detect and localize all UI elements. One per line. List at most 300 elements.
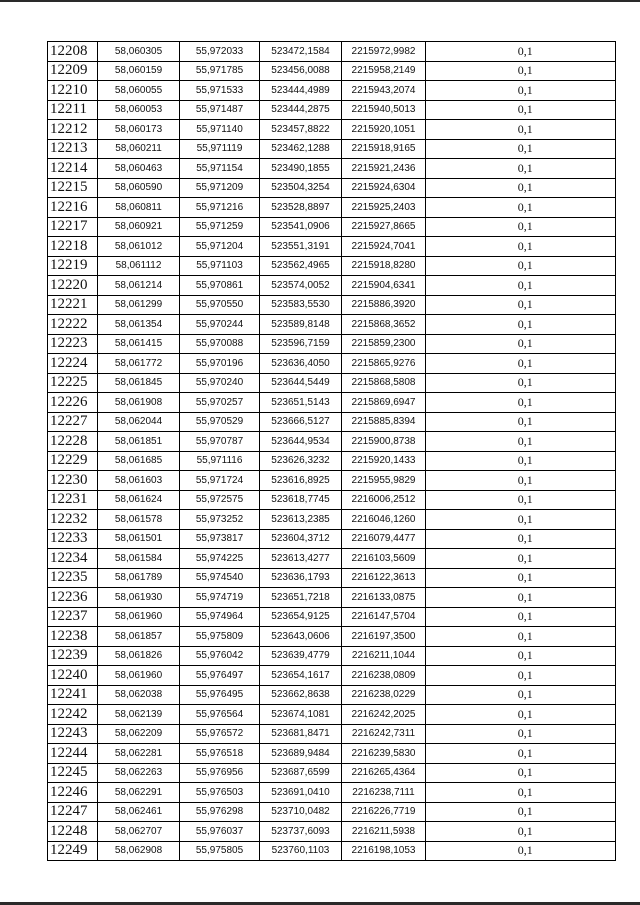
table-row bbox=[48, 139, 616, 159]
accuracy-cell: 0,1 bbox=[436, 646, 616, 666]
table-row bbox=[48, 627, 616, 647]
point-number-cell: 12213 bbox=[48, 139, 98, 159]
table-row bbox=[48, 61, 616, 81]
table-row bbox=[48, 568, 616, 588]
point-number-cell: 12214 bbox=[48, 159, 98, 179]
longitude-cell: 55,973252 bbox=[180, 510, 260, 530]
y-coordinate-cell: 2216238,7111 bbox=[342, 783, 426, 803]
blank-cell bbox=[426, 373, 436, 393]
accuracy-cell: 0,1 bbox=[436, 588, 616, 608]
longitude-cell: 55,971209 bbox=[180, 178, 260, 198]
blank-cell bbox=[426, 432, 436, 452]
latitude-cell: 58,062139 bbox=[98, 705, 180, 725]
table-row bbox=[48, 178, 616, 198]
latitude-cell: 58,060053 bbox=[98, 100, 180, 120]
table-row bbox=[48, 783, 616, 803]
accuracy-cell: 0,1 bbox=[436, 295, 616, 315]
y-coordinate-cell: 2216006,2512 bbox=[342, 490, 426, 510]
accuracy-cell: 0,1 bbox=[436, 607, 616, 627]
x-coordinate-cell: 523504,3254 bbox=[260, 178, 342, 198]
accuracy-cell: 0,1 bbox=[436, 139, 616, 159]
accuracy-cell: 0,1 bbox=[436, 159, 616, 179]
point-number-cell: 12239 bbox=[48, 646, 98, 666]
blank-cell bbox=[426, 178, 436, 198]
y-coordinate-cell: 2216197,3500 bbox=[342, 627, 426, 647]
table-row bbox=[48, 159, 616, 179]
longitude-cell: 55,976572 bbox=[180, 724, 260, 744]
point-number-cell: 12226 bbox=[48, 393, 98, 413]
accuracy-cell: 0,1 bbox=[436, 490, 616, 510]
longitude-cell: 55,976042 bbox=[180, 646, 260, 666]
blank-cell bbox=[426, 451, 436, 471]
blank-cell bbox=[426, 783, 436, 803]
latitude-cell: 58,061299 bbox=[98, 295, 180, 315]
point-number-cell: 12216 bbox=[48, 198, 98, 218]
x-coordinate-cell: 523636,4050 bbox=[260, 354, 342, 374]
latitude-cell: 58,061354 bbox=[98, 315, 180, 335]
y-coordinate-cell: 2215886,3920 bbox=[342, 295, 426, 315]
x-coordinate-cell: 523691,0410 bbox=[260, 783, 342, 803]
x-coordinate-cell: 523541,0906 bbox=[260, 217, 342, 237]
latitude-cell: 58,061930 bbox=[98, 588, 180, 608]
y-coordinate-cell: 2216265,4364 bbox=[342, 763, 426, 783]
accuracy-cell: 0,1 bbox=[436, 334, 616, 354]
point-number-cell: 12246 bbox=[48, 783, 98, 803]
latitude-cell: 58,062281 bbox=[98, 744, 180, 764]
table-row bbox=[48, 120, 616, 140]
accuracy-cell: 0,1 bbox=[436, 510, 616, 530]
y-coordinate-cell: 2215925,2403 bbox=[342, 198, 426, 218]
point-number-cell: 12210 bbox=[48, 81, 98, 101]
x-coordinate-cell: 523457,8822 bbox=[260, 120, 342, 140]
longitude-cell: 55,971259 bbox=[180, 217, 260, 237]
blank-cell bbox=[426, 724, 436, 744]
x-coordinate-cell: 523613,2385 bbox=[260, 510, 342, 530]
latitude-cell: 58,061857 bbox=[98, 627, 180, 647]
longitude-cell: 55,974225 bbox=[180, 549, 260, 569]
accuracy-cell: 0,1 bbox=[436, 354, 616, 374]
x-coordinate-cell: 523472,1584 bbox=[260, 42, 342, 62]
table-row bbox=[48, 588, 616, 608]
blank-cell bbox=[426, 354, 436, 374]
y-coordinate-cell: 2215868,3652 bbox=[342, 315, 426, 335]
blank-cell bbox=[426, 627, 436, 647]
blank-cell bbox=[426, 159, 436, 179]
y-coordinate-cell: 2215943,2074 bbox=[342, 81, 426, 101]
blank-cell bbox=[426, 237, 436, 257]
latitude-cell: 58,061603 bbox=[98, 471, 180, 491]
point-number-cell: 12217 bbox=[48, 217, 98, 237]
x-coordinate-cell: 523651,7218 bbox=[260, 588, 342, 608]
y-coordinate-cell: 2215868,5808 bbox=[342, 373, 426, 393]
point-number-cell: 12231 bbox=[48, 490, 98, 510]
accuracy-cell: 0,1 bbox=[436, 198, 616, 218]
blank-cell bbox=[426, 763, 436, 783]
accuracy-cell: 0,1 bbox=[436, 841, 616, 861]
x-coordinate-cell: 523654,1617 bbox=[260, 666, 342, 686]
table-row bbox=[48, 334, 616, 354]
latitude-cell: 58,062707 bbox=[98, 822, 180, 842]
y-coordinate-cell: 2215972,9982 bbox=[342, 42, 426, 62]
table-row bbox=[48, 81, 616, 101]
longitude-cell: 55,974964 bbox=[180, 607, 260, 627]
latitude-cell: 58,062263 bbox=[98, 763, 180, 783]
blank-cell bbox=[426, 666, 436, 686]
longitude-cell: 55,970529 bbox=[180, 412, 260, 432]
point-number-cell: 12244 bbox=[48, 744, 98, 764]
point-number-cell: 12220 bbox=[48, 276, 98, 296]
longitude-cell: 55,970550 bbox=[180, 295, 260, 315]
blank-cell bbox=[426, 510, 436, 530]
accuracy-cell: 0,1 bbox=[436, 315, 616, 335]
table-row bbox=[48, 42, 616, 62]
point-number-cell: 12211 bbox=[48, 100, 98, 120]
table-row bbox=[48, 529, 616, 549]
table-row bbox=[48, 666, 616, 686]
latitude-cell: 58,061851 bbox=[98, 432, 180, 452]
latitude-cell: 58,060211 bbox=[98, 139, 180, 159]
blank-cell bbox=[426, 393, 436, 413]
blank-cell bbox=[426, 334, 436, 354]
accuracy-cell: 0,1 bbox=[436, 81, 616, 101]
blank-cell bbox=[426, 120, 436, 140]
blank-cell bbox=[426, 822, 436, 842]
y-coordinate-cell: 2215955,9829 bbox=[342, 471, 426, 491]
blank-cell bbox=[426, 412, 436, 432]
accuracy-cell: 0,1 bbox=[436, 393, 616, 413]
accuracy-cell: 0,1 bbox=[436, 802, 616, 822]
table-row bbox=[48, 646, 616, 666]
y-coordinate-cell: 2215921,2436 bbox=[342, 159, 426, 179]
x-coordinate-cell: 523626,3232 bbox=[260, 451, 342, 471]
x-coordinate-cell: 523760,1103 bbox=[260, 841, 342, 861]
latitude-cell: 58,061789 bbox=[98, 568, 180, 588]
x-coordinate-cell: 523456,0088 bbox=[260, 61, 342, 81]
longitude-cell: 55,972575 bbox=[180, 490, 260, 510]
table-row bbox=[48, 373, 616, 393]
blank-cell bbox=[426, 81, 436, 101]
longitude-cell: 55,970861 bbox=[180, 276, 260, 296]
blank-cell bbox=[426, 315, 436, 335]
x-coordinate-cell: 523613,4277 bbox=[260, 549, 342, 569]
y-coordinate-cell: 2216226,7719 bbox=[342, 802, 426, 822]
table-row bbox=[48, 451, 616, 471]
accuracy-cell: 0,1 bbox=[436, 256, 616, 276]
y-coordinate-cell: 2215900,8738 bbox=[342, 432, 426, 452]
blank-cell bbox=[426, 588, 436, 608]
y-coordinate-cell: 2216103,5609 bbox=[342, 549, 426, 569]
x-coordinate-cell: 523589,8148 bbox=[260, 315, 342, 335]
table-row bbox=[48, 822, 616, 842]
table-row bbox=[48, 763, 616, 783]
accuracy-cell: 0,1 bbox=[436, 412, 616, 432]
latitude-cell: 58,060159 bbox=[98, 61, 180, 81]
latitude-cell: 58,061624 bbox=[98, 490, 180, 510]
x-coordinate-cell: 523444,2875 bbox=[260, 100, 342, 120]
coordinates-table bbox=[47, 41, 616, 861]
accuracy-cell: 0,1 bbox=[436, 783, 616, 803]
point-number-cell: 12215 bbox=[48, 178, 98, 198]
x-coordinate-cell: 523596,7159 bbox=[260, 334, 342, 354]
table-row bbox=[48, 510, 616, 530]
blank-cell bbox=[426, 42, 436, 62]
accuracy-cell: 0,1 bbox=[436, 549, 616, 569]
latitude-cell: 58,061960 bbox=[98, 607, 180, 627]
top-edge-line bbox=[0, 0, 640, 2]
accuracy-cell: 0,1 bbox=[436, 61, 616, 81]
accuracy-cell: 0,1 bbox=[436, 763, 616, 783]
accuracy-cell: 0,1 bbox=[436, 276, 616, 296]
x-coordinate-cell: 523687,6599 bbox=[260, 763, 342, 783]
y-coordinate-cell: 2216239,5830 bbox=[342, 744, 426, 764]
latitude-cell: 58,061960 bbox=[98, 666, 180, 686]
y-coordinate-cell: 2216198,1053 bbox=[342, 841, 426, 861]
longitude-cell: 55,976503 bbox=[180, 783, 260, 803]
accuracy-cell: 0,1 bbox=[436, 685, 616, 705]
y-coordinate-cell: 2215927,8665 bbox=[342, 217, 426, 237]
longitude-cell: 55,971103 bbox=[180, 256, 260, 276]
y-coordinate-cell: 2216242,7311 bbox=[342, 724, 426, 744]
blank-cell bbox=[426, 568, 436, 588]
y-coordinate-cell: 2215885,8394 bbox=[342, 412, 426, 432]
point-number-cell: 12230 bbox=[48, 471, 98, 491]
x-coordinate-cell: 523551,3191 bbox=[260, 237, 342, 257]
point-number-cell: 12227 bbox=[48, 412, 98, 432]
y-coordinate-cell: 2215859,2300 bbox=[342, 334, 426, 354]
blank-cell bbox=[426, 705, 436, 725]
blank-cell bbox=[426, 295, 436, 315]
longitude-cell: 55,971533 bbox=[180, 81, 260, 101]
blank-cell bbox=[426, 139, 436, 159]
point-number-cell: 12241 bbox=[48, 685, 98, 705]
point-number-cell: 12248 bbox=[48, 822, 98, 842]
latitude-cell: 58,061214 bbox=[98, 276, 180, 296]
latitude-cell: 58,061112 bbox=[98, 256, 180, 276]
y-coordinate-cell: 2216147,5704 bbox=[342, 607, 426, 627]
point-number-cell: 12237 bbox=[48, 607, 98, 627]
blank-cell bbox=[426, 61, 436, 81]
point-number-cell: 12242 bbox=[48, 705, 98, 725]
latitude-cell: 58,061584 bbox=[98, 549, 180, 569]
table-row bbox=[48, 744, 616, 764]
x-coordinate-cell: 523574,0052 bbox=[260, 276, 342, 296]
x-coordinate-cell: 523444,4989 bbox=[260, 81, 342, 101]
accuracy-cell: 0,1 bbox=[436, 724, 616, 744]
accuracy-cell: 0,1 bbox=[436, 178, 616, 198]
latitude-cell: 58,062291 bbox=[98, 783, 180, 803]
accuracy-cell: 0,1 bbox=[436, 42, 616, 62]
blank-cell bbox=[426, 471, 436, 491]
blank-cell bbox=[426, 607, 436, 627]
point-number-cell: 12236 bbox=[48, 588, 98, 608]
point-number-cell: 12219 bbox=[48, 256, 98, 276]
latitude-cell: 58,062209 bbox=[98, 724, 180, 744]
x-coordinate-cell: 523662,8638 bbox=[260, 685, 342, 705]
blank-cell bbox=[426, 802, 436, 822]
y-coordinate-cell: 2215920,1051 bbox=[342, 120, 426, 140]
x-coordinate-cell: 523689,9484 bbox=[260, 744, 342, 764]
y-coordinate-cell: 2215904,6341 bbox=[342, 276, 426, 296]
accuracy-cell: 0,1 bbox=[436, 744, 616, 764]
table-row bbox=[48, 315, 616, 335]
longitude-cell: 55,970257 bbox=[180, 393, 260, 413]
latitude-cell: 58,061578 bbox=[98, 510, 180, 530]
blank-cell bbox=[426, 276, 436, 296]
table-row bbox=[48, 198, 616, 218]
point-number-cell: 12232 bbox=[48, 510, 98, 530]
point-number-cell: 12243 bbox=[48, 724, 98, 744]
blank-cell bbox=[426, 744, 436, 764]
blank-cell bbox=[426, 217, 436, 237]
table-row bbox=[48, 295, 616, 315]
point-number-cell: 12245 bbox=[48, 763, 98, 783]
longitude-cell: 55,976037 bbox=[180, 822, 260, 842]
blank-cell bbox=[426, 646, 436, 666]
x-coordinate-cell: 523644,9534 bbox=[260, 432, 342, 452]
accuracy-cell: 0,1 bbox=[436, 451, 616, 471]
point-number-cell: 12229 bbox=[48, 451, 98, 471]
x-coordinate-cell: 523643,0606 bbox=[260, 627, 342, 647]
x-coordinate-cell: 523528,8897 bbox=[260, 198, 342, 218]
latitude-cell: 58,061908 bbox=[98, 393, 180, 413]
longitude-cell: 55,971724 bbox=[180, 471, 260, 491]
blank-cell bbox=[426, 100, 436, 120]
table-row bbox=[48, 471, 616, 491]
x-coordinate-cell: 523674,1081 bbox=[260, 705, 342, 725]
latitude-cell: 58,060173 bbox=[98, 120, 180, 140]
accuracy-cell: 0,1 bbox=[436, 217, 616, 237]
longitude-cell: 55,970088 bbox=[180, 334, 260, 354]
table-row bbox=[48, 354, 616, 374]
x-coordinate-cell: 523636,1793 bbox=[260, 568, 342, 588]
y-coordinate-cell: 2216211,5938 bbox=[342, 822, 426, 842]
x-coordinate-cell: 523490,1855 bbox=[260, 159, 342, 179]
table-row bbox=[48, 432, 616, 452]
point-number-cell: 12212 bbox=[48, 120, 98, 140]
latitude-cell: 58,061845 bbox=[98, 373, 180, 393]
blank-cell bbox=[426, 685, 436, 705]
point-number-cell: 12247 bbox=[48, 802, 98, 822]
longitude-cell: 55,975809 bbox=[180, 627, 260, 647]
table-row bbox=[48, 607, 616, 627]
table-body bbox=[48, 42, 616, 861]
y-coordinate-cell: 2215958,2149 bbox=[342, 61, 426, 81]
longitude-cell: 55,970196 bbox=[180, 354, 260, 374]
y-coordinate-cell: 2215869,6947 bbox=[342, 393, 426, 413]
point-number-cell: 12228 bbox=[48, 432, 98, 452]
longitude-cell: 55,975805 bbox=[180, 841, 260, 861]
accuracy-cell: 0,1 bbox=[436, 568, 616, 588]
latitude-cell: 58,060811 bbox=[98, 198, 180, 218]
y-coordinate-cell: 2215918,9165 bbox=[342, 139, 426, 159]
longitude-cell: 55,971204 bbox=[180, 237, 260, 257]
x-coordinate-cell: 523644,5449 bbox=[260, 373, 342, 393]
table-row bbox=[48, 724, 616, 744]
x-coordinate-cell: 523681,8471 bbox=[260, 724, 342, 744]
y-coordinate-cell: 2215940,5013 bbox=[342, 100, 426, 120]
x-coordinate-cell: 523562,4965 bbox=[260, 256, 342, 276]
blank-cell bbox=[426, 841, 436, 861]
y-coordinate-cell: 2216238,0229 bbox=[342, 685, 426, 705]
longitude-cell: 55,971154 bbox=[180, 159, 260, 179]
latitude-cell: 58,061772 bbox=[98, 354, 180, 374]
latitude-cell: 58,060305 bbox=[98, 42, 180, 62]
accuracy-cell: 0,1 bbox=[436, 432, 616, 452]
longitude-cell: 55,974719 bbox=[180, 588, 260, 608]
x-coordinate-cell: 523462,1288 bbox=[260, 139, 342, 159]
x-coordinate-cell: 523639,4779 bbox=[260, 646, 342, 666]
table-row bbox=[48, 705, 616, 725]
y-coordinate-cell: 2215920,1433 bbox=[342, 451, 426, 471]
point-number-cell: 12223 bbox=[48, 334, 98, 354]
table-row bbox=[48, 237, 616, 257]
blank-cell bbox=[426, 490, 436, 510]
longitude-cell: 55,971487 bbox=[180, 100, 260, 120]
latitude-cell: 58,062461 bbox=[98, 802, 180, 822]
accuracy-cell: 0,1 bbox=[436, 666, 616, 686]
y-coordinate-cell: 2216122,3613 bbox=[342, 568, 426, 588]
x-coordinate-cell: 523737,6093 bbox=[260, 822, 342, 842]
y-coordinate-cell: 2216211,1044 bbox=[342, 646, 426, 666]
latitude-cell: 58,060055 bbox=[98, 81, 180, 101]
y-coordinate-cell: 2216133,0875 bbox=[342, 588, 426, 608]
x-coordinate-cell: 523583,5530 bbox=[260, 295, 342, 315]
longitude-cell: 55,976298 bbox=[180, 802, 260, 822]
point-number-cell: 12238 bbox=[48, 627, 98, 647]
longitude-cell: 55,976497 bbox=[180, 666, 260, 686]
y-coordinate-cell: 2215918,8280 bbox=[342, 256, 426, 276]
accuracy-cell: 0,1 bbox=[436, 373, 616, 393]
x-coordinate-cell: 523604,3712 bbox=[260, 529, 342, 549]
x-coordinate-cell: 523710,0482 bbox=[260, 802, 342, 822]
longitude-cell: 55,970240 bbox=[180, 373, 260, 393]
latitude-cell: 58,062038 bbox=[98, 685, 180, 705]
accuracy-cell: 0,1 bbox=[436, 627, 616, 647]
y-coordinate-cell: 2216079,4477 bbox=[342, 529, 426, 549]
latitude-cell: 58,061501 bbox=[98, 529, 180, 549]
longitude-cell: 55,970787 bbox=[180, 432, 260, 452]
accuracy-cell: 0,1 bbox=[436, 471, 616, 491]
x-coordinate-cell: 523651,5143 bbox=[260, 393, 342, 413]
latitude-cell: 58,062044 bbox=[98, 412, 180, 432]
latitude-cell: 58,061415 bbox=[98, 334, 180, 354]
blank-cell bbox=[426, 549, 436, 569]
latitude-cell: 58,061826 bbox=[98, 646, 180, 666]
longitude-cell: 55,976564 bbox=[180, 705, 260, 725]
longitude-cell: 55,976956 bbox=[180, 763, 260, 783]
latitude-cell: 58,060590 bbox=[98, 178, 180, 198]
longitude-cell: 55,971140 bbox=[180, 120, 260, 140]
point-number-cell: 12209 bbox=[48, 61, 98, 81]
table-row bbox=[48, 217, 616, 237]
point-number-cell: 12222 bbox=[48, 315, 98, 335]
table-row bbox=[48, 802, 616, 822]
y-coordinate-cell: 2215924,6304 bbox=[342, 178, 426, 198]
accuracy-cell: 0,1 bbox=[436, 120, 616, 140]
latitude-cell: 58,060463 bbox=[98, 159, 180, 179]
x-coordinate-cell: 523618,7745 bbox=[260, 490, 342, 510]
x-coordinate-cell: 523666,5127 bbox=[260, 412, 342, 432]
accuracy-cell: 0,1 bbox=[436, 100, 616, 120]
blank-cell bbox=[426, 256, 436, 276]
x-coordinate-cell: 523616,8925 bbox=[260, 471, 342, 491]
longitude-cell: 55,971119 bbox=[180, 139, 260, 159]
table-row bbox=[48, 100, 616, 120]
point-number-cell: 12234 bbox=[48, 549, 98, 569]
point-number-cell: 12218 bbox=[48, 237, 98, 257]
point-number-cell: 12235 bbox=[48, 568, 98, 588]
accuracy-cell: 0,1 bbox=[436, 705, 616, 725]
